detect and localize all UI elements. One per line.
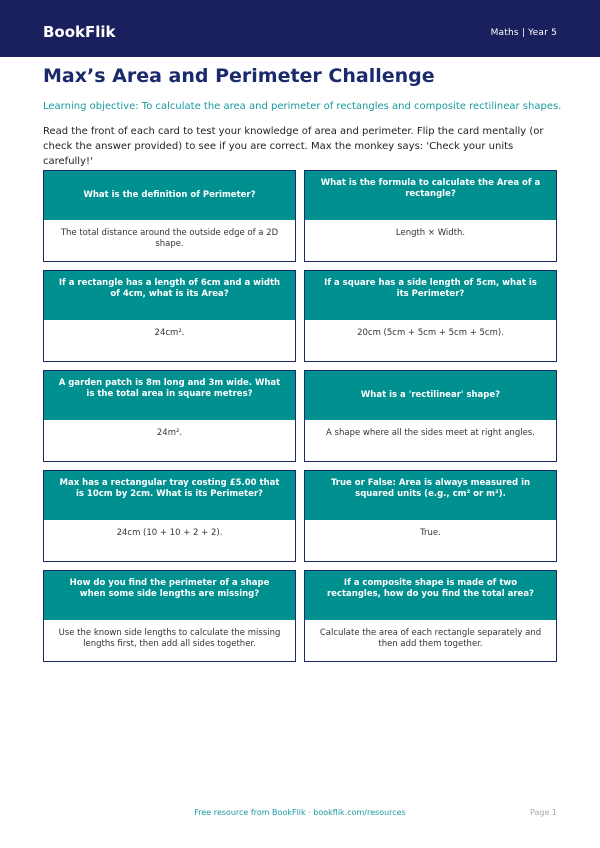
card-row <box>43 370 557 462</box>
card-answer: 20cm (5cm + 5cm + 5cm + 5cm). <box>305 320 556 361</box>
flashcard <box>304 570 557 662</box>
card-question: If a square has a side length of 5cm, what is its Perimeter? <box>305 271 556 320</box>
card-answer: A shape where all the sides meet at right angles. <box>305 420 556 461</box>
subject-year-label: Maths | Year 5 <box>490 28 557 38</box>
card-question: What is the formula to calculate the Area of a rectangle? <box>305 171 556 220</box>
card-answer: 24cm (10 + 10 + 2 + 2). <box>44 520 295 561</box>
card-question: True or False: Area is always measured in squared units (e.g., cm² or m²). <box>305 471 556 520</box>
card-answer: Length × Width. <box>305 220 556 261</box>
card-answer: True. <box>305 520 556 561</box>
card-answer: The total distance around the outside edge of a 2D shape. <box>44 220 295 261</box>
flashcard <box>43 470 296 562</box>
card-answer: Use the known side lengths to calculate the missing lengths first, then add all sides together. <box>44 620 295 661</box>
card-answer: 24cm². <box>44 320 295 361</box>
flashcard-grid <box>43 170 557 670</box>
flashcard <box>43 370 296 462</box>
card-row <box>43 570 557 662</box>
intro-paragraph: Read the front of each card to test your knowledge of area and perimeter. Flip the card mentally (or check the answer provided) to see if you are correct. Max the monkey says: 'Check your units carefully!' <box>43 126 544 167</box>
flashcard <box>43 170 296 262</box>
card-answer: Calculate the area of each rectangle separately and then add them together. <box>305 620 556 661</box>
brand-logo-text: BookFlik <box>43 23 116 41</box>
learning-objective: Learning objective: To calculate the area and perimeter of rectangles and composite rectilinear shapes. <box>43 101 562 112</box>
flashcard <box>304 270 557 362</box>
flashcard <box>43 270 296 362</box>
flashcard <box>304 470 557 562</box>
card-question: If a rectangle has a length of 6cm and a width of 4cm, what is its Area? <box>44 271 295 320</box>
card-question: If a composite shape is made of two rectangles, how do you find the total area? <box>305 571 556 620</box>
card-row <box>43 170 557 262</box>
page-title: Max’s Area and Perimeter Challenge <box>43 65 435 87</box>
card-question: How do you find the perimeter of a shape when some side lengths are missing? <box>44 571 295 620</box>
flashcard <box>304 170 557 262</box>
card-answer: 24m². <box>44 420 295 461</box>
card-row <box>43 270 557 362</box>
card-question: What is the definition of Perimeter? <box>44 171 295 220</box>
top-banner <box>0 0 600 57</box>
card-row <box>43 470 557 562</box>
flashcard <box>304 370 557 462</box>
page-number: Page 1 <box>530 808 557 817</box>
card-question: What is a 'rectilinear' shape? <box>305 371 556 420</box>
card-question: A garden patch is 8m long and 3m wide. What is the total area in square metres? <box>44 371 295 420</box>
flashcard <box>43 570 296 662</box>
card-question: Max has a rectangular tray costing £5.00 that is 10cm by 2cm. What is its Perimeter? <box>44 471 295 520</box>
footer-credit: Free resource from BookFlik · bookflik.com/resources <box>194 808 406 817</box>
